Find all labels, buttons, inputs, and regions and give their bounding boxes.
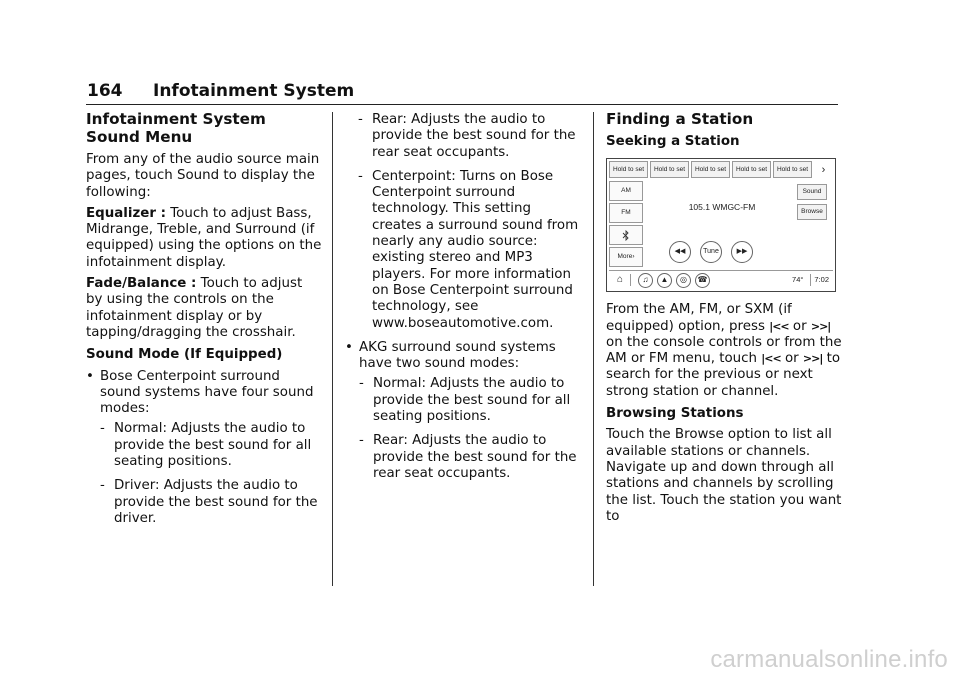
bullet-akg: • AKG surround sound systems have two sound modes: [345, 340, 581, 373]
preset-button: Hold to set [773, 161, 812, 178]
dash-item-akg-normal: - Normal: Adjusts the audio to provide the best sound for all seating positions. [345, 376, 581, 425]
divider [810, 274, 811, 286]
browse-button: Browse [797, 204, 827, 220]
column-3 [606, 110, 842, 530]
column-1 [86, 110, 322, 535]
audio-icon: ♫ [638, 273, 653, 288]
phone-icon: ☎ [695, 273, 710, 288]
seek-back-icon: ◀◀ [669, 241, 691, 263]
subheading-sound-mode: Sound Mode (If Equipped) [86, 347, 283, 363]
station-name: 105.1 WMGC-FM [688, 202, 756, 213]
preset-bar [609, 161, 833, 178]
preset-button: Hold to set [609, 161, 648, 178]
clock: 7:02 [814, 275, 829, 285]
bluetooth-icon [609, 225, 643, 245]
paragraph-seek [606, 302, 842, 400]
label-fade-balance: Fade/Balance : [86, 276, 197, 292]
chevron-right-icon: › [821, 163, 826, 176]
column-divider [332, 112, 333, 586]
source-more: More › [609, 247, 643, 267]
dash-item-bose-rear: - Rear: Adjusts the audio to provide the best sound for the rear seat occupants. [345, 112, 581, 161]
seek-back-icon: |<< [769, 319, 789, 333]
side-buttons [797, 184, 827, 220]
section-heading-finding-station: Finding a Station [606, 110, 754, 128]
dash-item-bose-driver: - Driver: Adjusts the audio to provide the best sound for the driver. [86, 478, 322, 527]
preset-button: Hold to set [691, 161, 730, 178]
paragraph-equalizer [86, 206, 322, 271]
dash-item-akg-rear: - Rear: Adjusts the audio to provide the best sound for the rear seat occupants. [345, 433, 581, 482]
label-equalizer: Equalizer : [86, 205, 166, 221]
source-fm: FM [609, 203, 643, 223]
watermark: carmanualsonline.info [710, 646, 948, 673]
seek-forward-icon: ▶▶ [731, 241, 753, 263]
paragraph-browse: Touch the Browse option to list all available stations or channels. Navigate up and down through all stations and channels by scrolling the list. Touch the station you want to [606, 427, 842, 524]
seek-text: or [788, 318, 811, 334]
column-2 [345, 110, 581, 490]
page-heading: Infotainment System [153, 81, 355, 101]
navigation-icon: ▲ [657, 273, 672, 288]
seek-back-icon: |<< [761, 352, 781, 366]
tune-button: Tune [700, 241, 722, 263]
infotainment-screenshot [606, 158, 836, 292]
onstar-icon: ◎ [676, 273, 691, 288]
dash-item-bose-normal: - Normal: Adjusts the audio to provide the best sound for all seating positions. [86, 421, 322, 470]
source-list [609, 181, 643, 267]
source-am: AM [609, 181, 643, 201]
seek-forward-icon: >>| [802, 352, 823, 366]
subheading-browsing-stations: Browsing Stations [606, 406, 744, 422]
preset-button: Hold to set [650, 161, 689, 178]
column-divider [593, 112, 594, 586]
dash-item-bose-centerpoint: - Centerpoint: Turns on Bose Centerpoint surround technology. This setting creates a surround sound from nearly any audio source: existing stereo and MP3 players. For more information on Bose Centerpoint surround technology, see www.boseautomotive.com. [345, 169, 581, 332]
source-more-label: More [617, 253, 633, 261]
subheading-seeking-station: Seeking a Station [606, 134, 740, 149]
seek-text: on the console controls or from the AM or FM menu, touch [606, 334, 842, 367]
page-header [86, 80, 838, 105]
seek-text: From the AM, FM, or SXM (if equipped) option, press [606, 302, 792, 334]
seek-text: or [780, 351, 803, 367]
paragraph-intro: From any of the audio source main pages, touch Sound to display the following: [86, 152, 320, 200]
status-bar [609, 270, 833, 289]
bullet-bose: • Bose Centerpoint surround sound systems have four sound modes: [86, 369, 322, 418]
temperature: 74° [792, 275, 804, 285]
preset-button: Hold to set [732, 161, 771, 178]
seek-text: to search for the previous or next strong station or channel. [606, 351, 841, 399]
seek-forward-icon: >>| [810, 319, 831, 333]
divider [630, 274, 631, 286]
sound-button: Sound [797, 184, 827, 200]
text-equalizer: Touch to adjust Bass, Midrange, Treble, and Surround (if equipped) using the options on the infotainment display. [86, 205, 322, 270]
paragraph-fade-balance [86, 276, 322, 341]
tuning-controls [669, 241, 753, 263]
page-number: 164 [87, 81, 123, 101]
home-icon: ⌂ [616, 274, 624, 286]
section-heading-sound-menu: Infotainment System Sound Menu [86, 110, 266, 146]
text-fade-balance: Touch to adjust by using the controls on the infotainment display or by tapping/dragging the crosshair. [86, 276, 303, 340]
